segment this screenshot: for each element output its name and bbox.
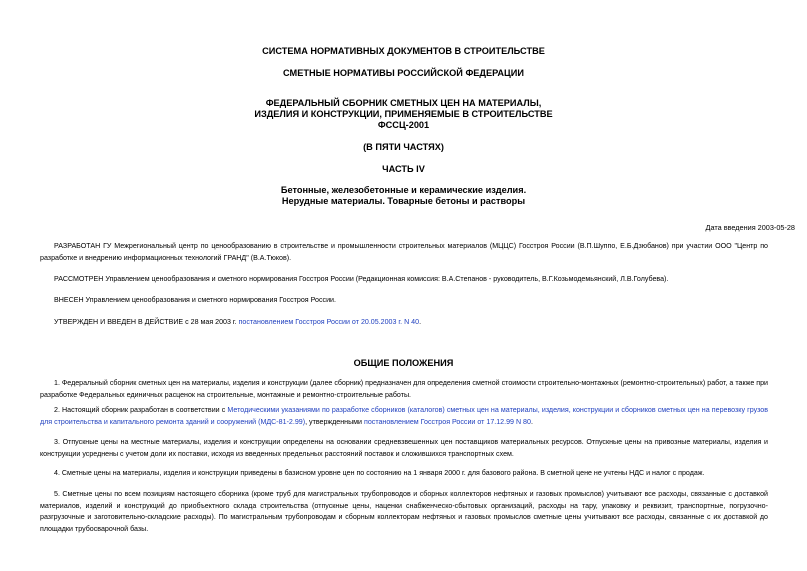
reviewed-paragraph: РАССМОТРЕН Управлением ценообразования и сметного нормирования Госстроя России (Редакционная комиссия: В.А.Степанов - руководитель, В.Г.Козьмодемьянский, Л.В.Голубева).: [54, 275, 669, 283]
introduction-date: Дата введения 2003-05-28: [705, 223, 795, 232]
parts-count: (В ПЯТИ ЧАСТЯХ): [363, 142, 444, 152]
approved-paragraph: [40, 317, 768, 329]
approved-suffix: .: [419, 318, 422, 326]
approved-text: УТВЕРЖДЕН И ВВЕДЕН В ДЕЙСТВИЕ с 28 мая 2003 г.: [54, 318, 239, 326]
subtitle-line-1: Бетонные, железобетонные и керамические изделия.: [280, 185, 527, 195]
header-norms: СМЕТНЫЕ НОРМАТИВЫ РОССИЙСКОЙ ФЕДЕРАЦИИ: [283, 68, 524, 78]
introduced-paragraph: ВНЕСЕН Управлением ценообразования и сметного нормирования Госстроя России.: [54, 296, 336, 304]
header-system: СИСТЕМА НОРМАТИВНЫХ ДОКУМЕНТОВ В СТРОИТЕЛЬСТВЕ: [262, 46, 545, 56]
part-number: ЧАСТЬ IV: [382, 164, 425, 174]
decree-80-link[interactable]: постановлением Госстроя России от 17.12.99 N 80: [363, 417, 531, 426]
title-line-1: ФЕДЕРАЛЬНЫЙ СБОРНИК СМЕТНЫХ ЦЕН НА МАТЕРИАЛЫ,: [265, 98, 542, 108]
item-2-mid: , утвержденными: [305, 417, 364, 426]
item-2-suffix: .: [530, 417, 533, 426]
title-code: ФССЦ-2001: [377, 120, 430, 130]
decree-40-link[interactable]: постановлением Госстроя России от 20.05.2003 г. N 40: [238, 318, 420, 326]
title-line-2: ИЗДЕЛИЯ И КОНСТРУКЦИИ, ПРИМЕНЯЕМЫЕ В СТРОИТЕЛЬСТВЕ: [254, 109, 553, 119]
item-5: 5. Сметные цены по всем позициям настоящего сборника (кроме труб для магистральных трубопроводов и сборных коллекторов нефтяных и газовых промыслов) учитывают все расходы, связанные с доставкой материалов, изделий и конструкций до приобъектного склада строительства (отпускные цены, наценки снабженческо-сбытовых организаций, расходы на тару, упаковку и реквизит, транспортные, погрузочно-разгрузочные и заготовительно-складские расходы). По магистральным трубопроводам и сборным коллекторам нефтяных и газовых промыслов сметные цены учитывают все расходы, связанные с их доставкой до площадки трубосварочной базы.: [40, 490, 768, 533]
section-title: ОБЩИЕ ПОЛОЖЕНИЯ: [353, 358, 454, 368]
subtitle-line-2: Нерудные материалы. Товарные бетоны и растворы: [281, 196, 526, 206]
developed-paragraph: РАЗРАБОТАН ГУ Межрегиональный центр по ценообразованию в строительстве и промышленности строительных материалов (МЦЦС) Госстроя России (В.П.Шуппо, Е.Б.Дзюбанов) при участии ООО "Центр по разработке и внедрению информационных технологий ГРАНД" (В.А.Тюков).: [40, 242, 768, 262]
item-1: 1. Федеральный сборник сметных цен на материалы, изделия и конструкции (далее сборник) предназначен для определения сметной стоимости строительно-монтажных (ремонтно-строительных) работ, а также при разработке Федеральных единичных расценок на строительные, монтажные и ремонтно-строительные работы.: [40, 379, 768, 399]
item-4: 4. Сметные цены на материалы, изделия и конструкции приведены в базисном уровне цен по состоянию на 1 января 2000 г. для базового района. В сметной цене не учтены НДС и налог с продаж.: [54, 469, 705, 477]
methodical-guidelines-link[interactable]: Методическими указаниями по разработке сборников (каталогов) сметных цен на материалы, изделия, конструкции и сборников сметных цен на перевозку грузов для строительства и капитального ремонта зданий и сооружений (МДС-81-2.99): [40, 406, 769, 426]
item-2-text: 2. Настоящий сборник разработан в соответствии с: [54, 406, 228, 414]
item-3: 3. Отпускные цены на местные материалы, изделия и конструкции определены на основании средневзвешенных цен поставщиков материальных ресурсов. Отпускные цены на привозные материалы, изделия и конструкции усреднены с учетом доли их поставки, исходя из введенных предельных расстояний поставок и сложившихся транспортных схем.: [40, 438, 768, 458]
item-2: [40, 405, 768, 428]
